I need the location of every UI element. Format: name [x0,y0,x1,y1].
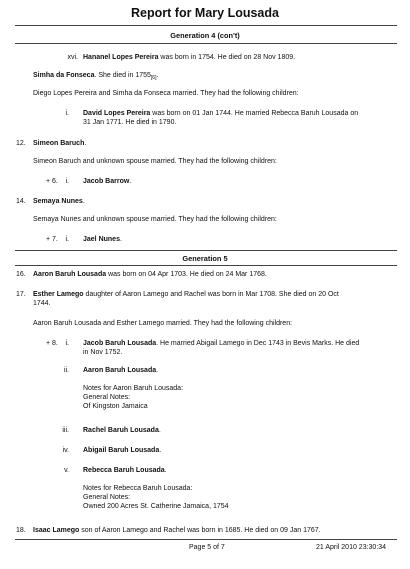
notes-subheading: General Notes: [83,494,131,501]
entry-text: . [158,427,161,434]
child-number: i. [65,340,69,347]
marriage-line: Semaya Nunes and unknown spouse married. They had the following children: [33,216,277,223]
generation-heading: Generation 5 [182,254,228,263]
entry-text: . [84,140,87,147]
entry-line [33,526,321,535]
entry-text: daughter of Aaron Lamego and Rachel was born in Mar 1708. She died on 20 Oct [83,291,339,298]
entry-line [83,426,161,435]
person-name: Semaya Nunes [33,198,83,205]
descendant-marker: + 8. [46,340,58,347]
child-number: iii. [62,427,69,434]
entry-text: . [156,367,159,374]
marriage-line: Simeon Baruch and unknown spouse married. They had the following children: [33,158,277,165]
source-ref: [6] [150,75,157,81]
entry-text: . [119,236,122,243]
entry-line [83,366,158,375]
entry-text: was born in 1754. He died on 28 Nov 1809. [158,54,296,61]
entry-text: was born on 01 Jan 1744. He married Rebecca Baruh Lousada on [150,110,359,117]
person-name: Jacob Baruh Lousada [83,340,157,347]
entry-number: 16. [16,271,26,278]
entry-line [33,139,86,148]
person-name: David Lopes Pereira [83,110,151,117]
notes-heading: Notes for Rebecca Baruh Lousada: [83,485,193,492]
person-name: Abigail Baruh Lousada [83,447,160,454]
page-title: Report for Mary Lousada [131,6,279,20]
entry-line: 31 Jan 1771. He died in 1790. [83,119,177,126]
entry-line: in Nov 1752. [83,349,123,356]
person-name: Isaac Lamego [33,527,80,534]
entry-text: . [82,198,85,205]
entry-line [83,53,295,62]
entry-line [83,466,167,475]
entry-text: . She died in 1755 [94,72,151,79]
child-number: v. [64,467,69,474]
entry-text: . He married Abigail Lamego in Dec 1743 in Bevis Marks. He died [156,340,360,347]
generation-heading: Generation 4 (con't) [170,31,240,40]
child-number: i. [65,178,69,185]
entry-line [33,290,339,299]
entry-number: 14. [16,198,26,205]
entry-line [33,270,267,279]
person-name: Rebecca Baruh Lousada [83,467,165,474]
child-number: i. [65,110,69,117]
person-name: Hananel Lopes Pereira [83,54,159,61]
descendant-marker: + 7. [46,236,58,243]
entry-text: was born on 04 Apr 1703. He died on 24 Mar 1768. [106,271,267,278]
person-name: Jacob Barrow [83,178,130,185]
entry-text: son of Aaron Lamego and Rachel was born in 1685. He died on 09 Jan 1767. [79,527,321,534]
entry-line [33,71,158,81]
child-number: iv. [62,447,69,454]
entry-number: 17. [16,291,26,298]
child-number: ii. [63,367,69,374]
person-name: Rachel Baruh Lousada [83,427,159,434]
entry-line [83,177,131,186]
notes-heading: Notes for Aaron Baruh Lousada: [83,385,184,392]
entry-text: . [159,447,162,454]
person-name: Aaron Baruh Lousada [83,367,157,374]
entry-line: 1744. [33,300,51,307]
person-name: Simha da Fonseca [33,72,95,79]
person-name: Jael Nunes [83,236,120,243]
entry-text: . [156,72,159,79]
notes-text: Of Kingston Jamaica [83,403,148,410]
section-rule [15,43,397,44]
descendant-marker: + 6. [46,178,58,185]
entry-number: 12. [16,140,26,147]
page-number: Page 5 of 7 [189,544,225,551]
person-name: Simeon Baruch [33,140,85,147]
child-number: xvi. [67,54,78,61]
section-rule [15,250,397,251]
entry-line [83,109,358,118]
title-rule [15,25,397,26]
marriage-line: Diego Lopes Pereira and Simha da Fonseca married. They had the following children: [33,90,299,97]
person-name: Esther Lamego [33,291,84,298]
entry-text: . [164,467,167,474]
marriage-line: Aaron Baruh Lousada and Esther Lamego married. They had the following children: [33,320,293,327]
notes-subheading: General Notes: [83,394,131,401]
footer-rule [15,539,397,540]
person-name: Aaron Baruh Lousada [33,271,107,278]
section-rule [15,265,397,266]
notes-text: Owned 200 Acres St. Catherine Jamaica, 1754 [83,503,229,510]
entry-line [33,197,85,206]
entry-line [83,339,359,348]
entry-line [83,235,122,244]
entry-text: . [129,178,132,185]
entry-line [83,446,161,455]
timestamp: 21 April 2010 23:30:34 [316,544,387,551]
entry-number: 18. [16,527,26,534]
child-number: i. [65,236,69,243]
